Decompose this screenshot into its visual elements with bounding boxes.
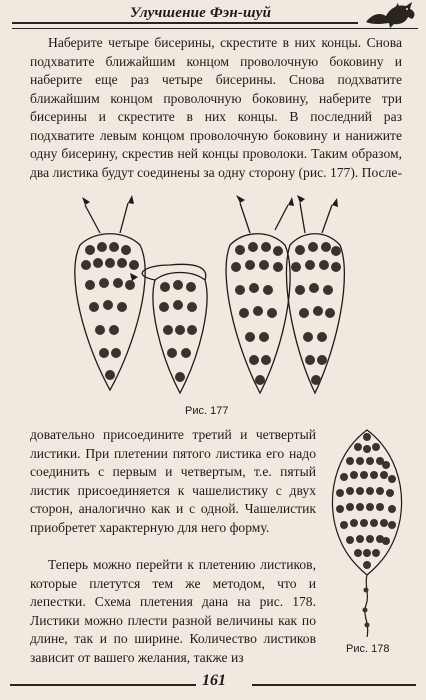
- header-title: Улучшение Фэн-шуй: [130, 5, 272, 21]
- paragraph-2: [30, 426, 316, 537]
- header-rule: [12, 22, 358, 24]
- dragon-icon: [362, 0, 418, 30]
- running-header: [12, 2, 418, 29]
- paragraph-1: [30, 34, 402, 182]
- figure-177-caption: Рис. 177: [185, 405, 229, 417]
- paragraph-3: [30, 556, 316, 667]
- figure-178-beaded-leaf: [320, 425, 415, 640]
- paragraph-text: довательно присоедините третий и четвертый листики. При плетении пятого листика его надо соединить с первым и четвертым, т.е. пятый листик присоединяется к чашелистику с двух сторон, аналогично как и с одной. Чашелистик приобретет характерную для него форму.: [30, 427, 316, 535]
- figure-178-caption: Рис. 178: [346, 643, 390, 655]
- page-number: 161: [202, 672, 226, 689]
- paragraph-text: Теперь можно перейти к плетению листиков, которые плетутся тем же методом, что и лепестки. Схема плетения дана на рис. 178. Листики можно плести разной величины как по длине, так и по ширине. Количество листиков зависит от вашего желания, также из: [30, 557, 316, 665]
- paragraph-text: Наберите четыре бисерины, скрестите в них концы. Снова подхватите ближайшим концом проволочную боковину и наберите еще раз четыре бисерины. Снова подхватите ближайшим концом проволочную боковину, наберите три бисерины и скрестите в них концы. В последний раз подхватите левым концом проволочную боковину и нанижите одну бисерину, скрестив ней концы проволоки. Таким образом, два листика будут соединены за одну сторону (рис. 177). После-: [30, 35, 402, 180]
- figure-177-beaded-leaves: [60, 195, 380, 400]
